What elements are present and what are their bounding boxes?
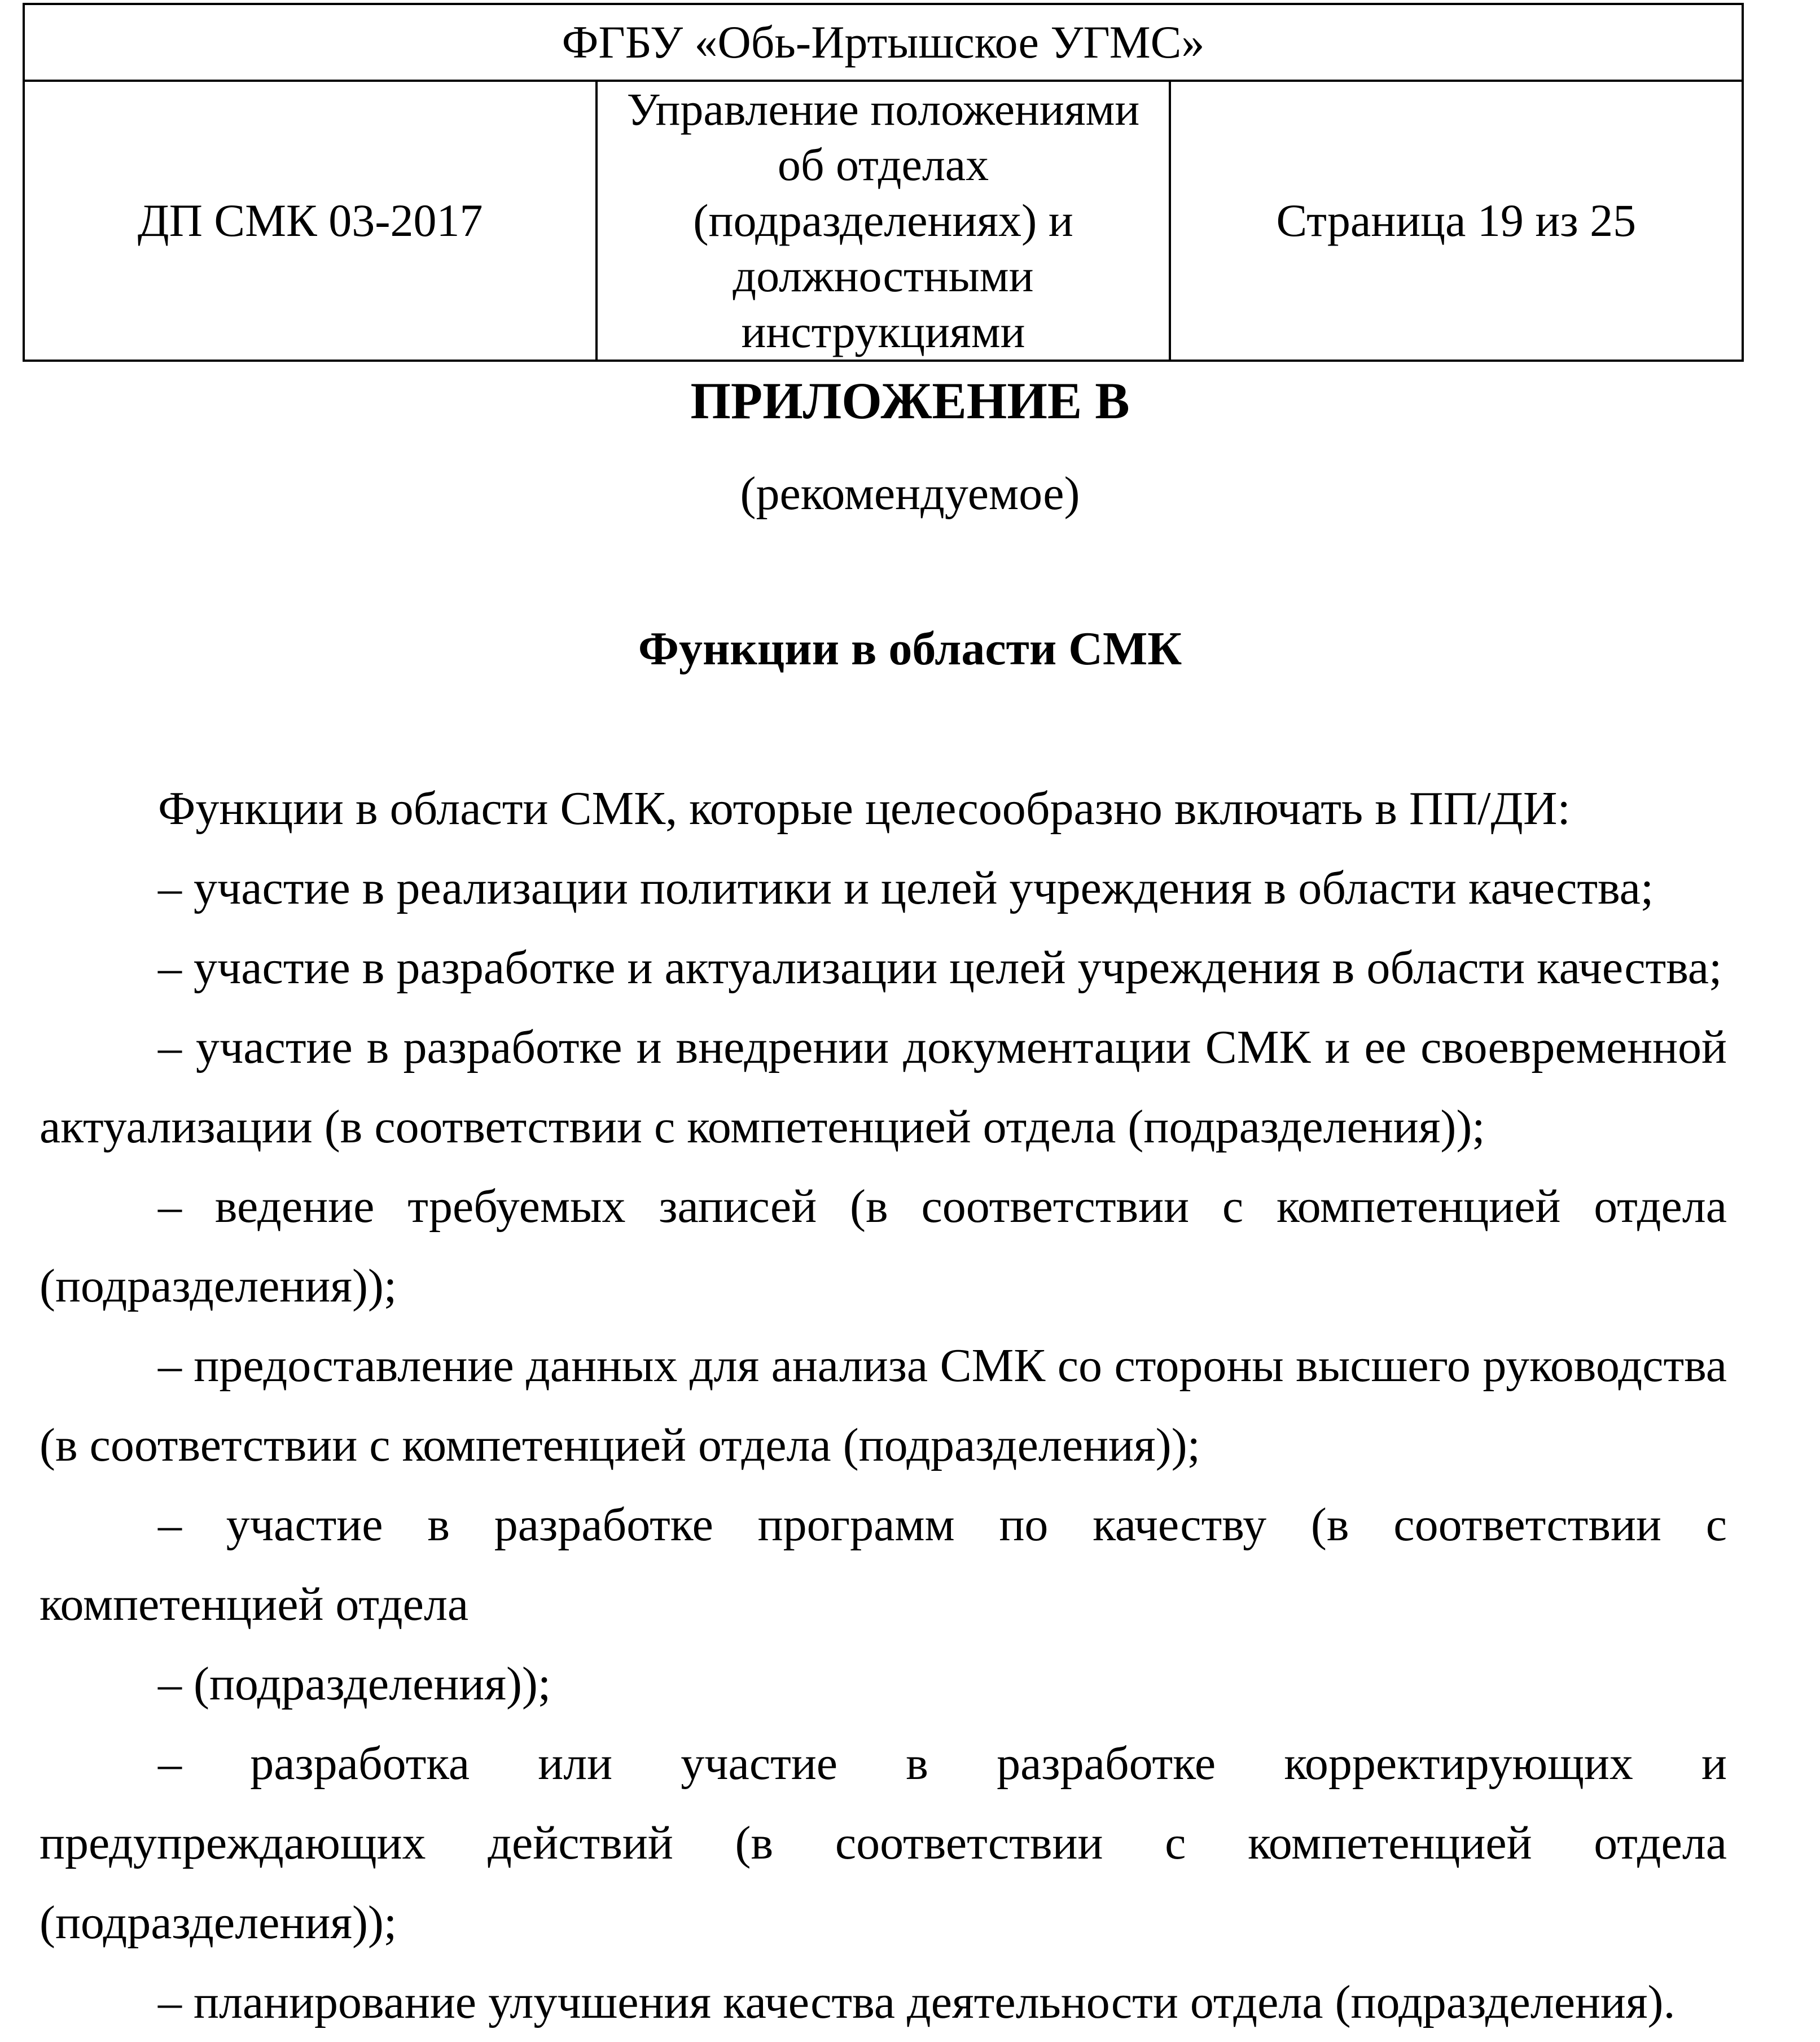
list-item: – планирование улучшения качества деятельности отдела (подразделения). [158,1976,1676,2028]
list-item: – участие в разработке программ по качеству (в соответствии с компетенцией отдела [40,1498,1727,1631]
intro-paragraph: Функции в области СМК, которые целесообразно включать в ПП/ДИ: [158,782,1571,835]
organization-name: ФГБУ «Обь-Иртышское УГМС» [24,4,1743,81]
document-title-line1: Управление положениями об отделах [626,84,1140,191]
page-number: Страница 19 из 25 [1170,81,1743,361]
list-item: – участие в разработке и актуализации целей учреждения в области качества; [158,941,1722,994]
document-title-line2: (подразделениях) и должностными инструкциями [693,194,1073,357]
appendix-subtitle: (рекомендуемое) [740,467,1080,520]
list-item: – разработка или участие в разработке корректирующих и предупреждающих действий (в соответствии с компетенцией отдела (подразделения)); [40,1737,1727,1949]
document-code: ДП СМК 03-2017 [24,81,597,361]
list-item: – (подразделения)); [158,1658,551,1710]
body-text [40,769,1727,2042]
appendix-title: ПРИЛОЖЕНИЕ В [690,372,1130,430]
list-item: – участие в разработке и внедрении документации СМК и ее своевременной актуализации (в соответствии с компетенцией отдела (подразделения)); [40,1021,1727,1153]
document-header-table [23,3,1744,362]
list-item: – ведение требуемых записей (в соответствии с компетенцией отдела (подразделения)); [40,1180,1727,1312]
list-item: – предоставление данных для анализа СМК со стороны высшего руководства (в соответствии с компетенцией отдела (подразделения)); [40,1339,1727,1471]
section-title: Функции в области СМК [638,623,1182,675]
document-title [597,81,1169,361]
list-item: – участие в реализации политики и целей учреждения в области качества; [158,862,1654,914]
